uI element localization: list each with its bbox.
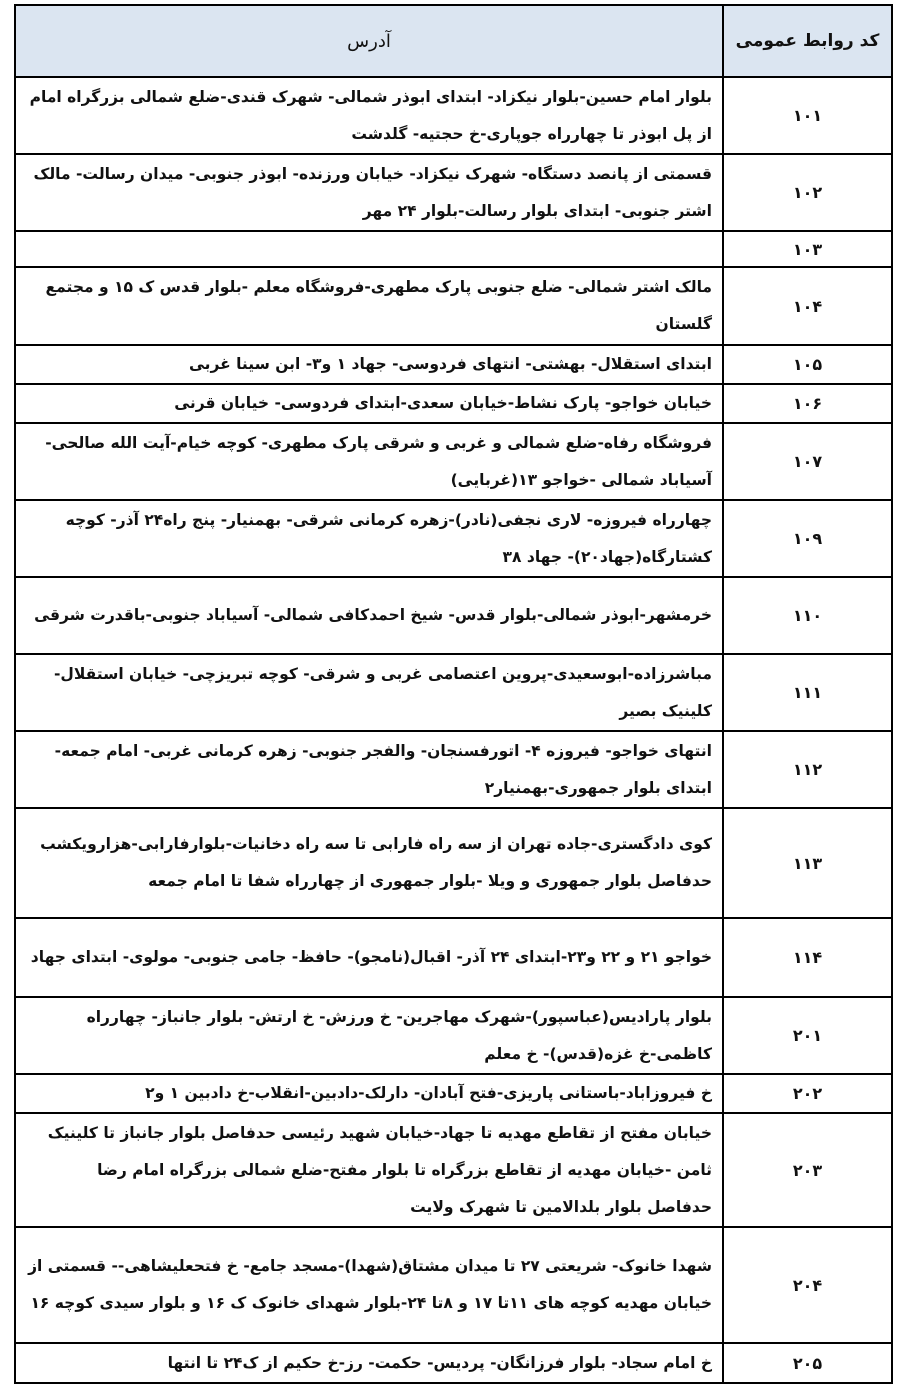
row-code: ۱۱۳ <box>723 808 892 918</box>
row-address: بلوار امام حسین-بلوار نیکزاد- ابتدای ابوذر شمالی- شهرک قندی-ضلع شمالی بزرگراه امام از پل ابوذر تا چهارراه جوپاری-خ حجتیه- گلدشت <box>15 77 723 154</box>
row-address: خ فیروزاباد-باستانی پاریزی-فتح آبادان- دارلک-دادبین-انقلاب-خ دادبین ۱ و۲ <box>15 1074 723 1113</box>
table-row <box>15 267 892 345</box>
row-address: فروشگاه رفاه-ضلع شمالی و غربی و شرقی پارک مطهری- کوچه خیام-آیت الله صالحی- آسیاباد شمالی -خواجو ۱۳(غربایی) <box>15 423 723 500</box>
table-row <box>15 731 892 808</box>
row-address <box>15 231 723 267</box>
row-address: خ امام سجاد- بلوار فرزانگان- پردیس- حکمت- رز-خ حکیم از ک۲۴ تا انتها <box>15 1343 723 1383</box>
table-row <box>15 918 892 997</box>
address-table <box>14 4 893 1384</box>
table-row <box>15 1343 892 1383</box>
table-row <box>15 1113 892 1227</box>
row-address: شهدا خانوک- شریعتی ۲۷ تا میدان مشتاق(شهدا)-مسجد جامع- خ فتحعلیشاهی-- قسمتی از خیابان مهدیه کوچه های ۱۱تا ۱۷ و ۸تا ۲۴-بلوار شهدای خانوک ک ۱۶ و بلوار سیدی کوچه ۱۶ <box>15 1227 723 1343</box>
table-row <box>15 997 892 1074</box>
row-address: مباشرزاده-ابوسعیدی-پروین اعتصامی غربی و شرقی- کوچه تبریزچی- خیابان استقلال- کلینیک بصیر <box>15 654 723 731</box>
table-row <box>15 384 892 423</box>
row-code: ۲۰۴ <box>723 1227 892 1343</box>
row-address: چهارراه فیروزه- لاری نجفی(نادر)-زهره کرمانی شرقی- بهمنیار- پنج راه۲۴ آذر- کوچه کشتارگاه(جهاد۲۰)- جهاد ۳۸ <box>15 500 723 577</box>
row-address: بلوار پارادیس(عباسپور)-شهرک مهاجرین- خ ورزش- خ ارتش- بلوار جانباز- چهارراه کاظمی-خ غزه(قدس)- خ معلم <box>15 997 723 1074</box>
table-row <box>15 154 892 231</box>
row-code: ۱۰۲ <box>723 154 892 231</box>
row-code: ۲۰۳ <box>723 1113 892 1227</box>
row-code: ۱۱۲ <box>723 731 892 808</box>
table-row <box>15 423 892 500</box>
table-row <box>15 77 892 154</box>
row-code: ۱۰۵ <box>723 345 892 384</box>
table-row <box>15 500 892 577</box>
table-row <box>15 1227 892 1343</box>
row-code: ۱۰۶ <box>723 384 892 423</box>
header-row <box>15 5 892 77</box>
row-code: ۱۱۱ <box>723 654 892 731</box>
row-code: ۱۰۹ <box>723 500 892 577</box>
header-address: آدرس <box>15 5 723 77</box>
table-row <box>15 231 892 267</box>
row-code: ۲۰۱ <box>723 997 892 1074</box>
row-address: انتهای خواجو- فیروزه ۴- اتورفسنجان- والفجر جنوبی- زهره کرمانی غربی- امام جمعه- ابتدای بلوار جمهوری-بهمنیار۲ <box>15 731 723 808</box>
row-code: ۱۱۰ <box>723 577 892 654</box>
row-code: ۲۰۲ <box>723 1074 892 1113</box>
row-code: ۱۰۳ <box>723 231 892 267</box>
row-address: کوی دادگستری-جاده تهران از سه راه فارابی تا سه راه دخانیات-بلوارفارابی-هزارویکشب حدفاصل بلوار جمهوری و ویلا -بلوار جمهوری از چهارراه شفا تا امام جمعه <box>15 808 723 918</box>
row-address: ابتدای استقلال- بهشتی- انتهای فردوسی- جهاد ۱ و۳- ابن سینا غربی <box>15 345 723 384</box>
row-address: قسمتی از پانصد دستگاه- شهرک نیکزاد- خیابان ورزنده- ابوذر جنوبی- میدان رسالت- مالک اشتر جنوبی- ابتدای بلوار رسالت-بلوار ۲۴ مهر <box>15 154 723 231</box>
row-address: خیابان خواجو- پارک نشاط-خیابان سعدی-ابتدای فردوسی- خیابان قرنی <box>15 384 723 423</box>
row-code: ۱۰۷ <box>723 423 892 500</box>
row-address: خرمشهر-ابوذر شمالی-بلوار قدس- شیخ احمدکافی شمالی- آسیاباد جنوبی-باقدرت شرقی <box>15 577 723 654</box>
header-code: کد روابط عمومی <box>723 5 892 77</box>
table-row <box>15 345 892 384</box>
table-row <box>15 808 892 918</box>
row-address: خیابان مفتح از تقاطع مهدیه تا جهاد-خیابان شهید رئیسی حدفاصل بلوار جانباز تا کلینیک ثامن -خیابان مهدیه از تقاطع بزرگراه تا بلوار مفتح-ضلع شمالی بزرگراه امام رضا حدفاصل بلوار بلدالامین تا شهرک ولایت <box>15 1113 723 1227</box>
row-code: ۱۰۱ <box>723 77 892 154</box>
table-row <box>15 654 892 731</box>
row-address: مالک اشتر شمالی- ضلع جنوبی پارک مطهری-فروشگاه معلم -بلوار قدس ک ۱۵ و مجتمع گلستان <box>15 267 723 345</box>
row-code: ۱۱۴ <box>723 918 892 997</box>
table-row <box>15 1074 892 1113</box>
row-code: ۱۰۴ <box>723 267 892 345</box>
row-code: ۲۰۵ <box>723 1343 892 1383</box>
table-row <box>15 577 892 654</box>
row-address: خواجو ۲۱ و ۲۲ و۲۳-ابتدای ۲۴ آذر- اقبال(نامجو)- حافظ- جامی جنوبی- مولوی- ابتدای جهاد <box>15 918 723 997</box>
